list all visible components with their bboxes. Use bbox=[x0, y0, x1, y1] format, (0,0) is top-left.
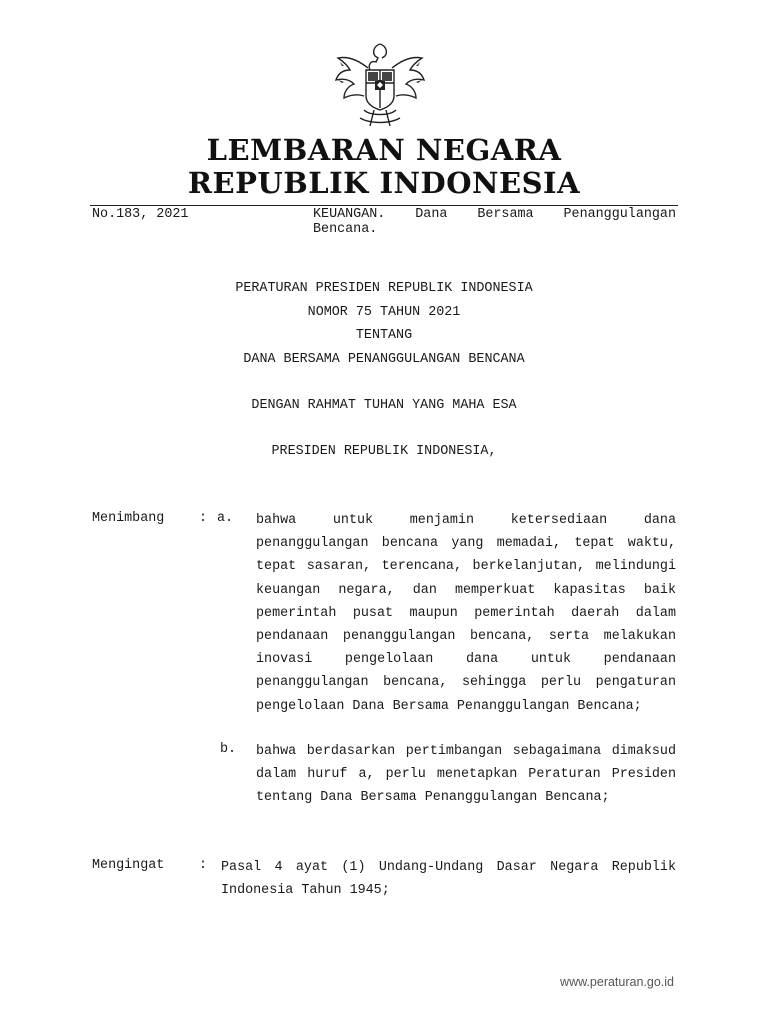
menimbang-marker-a: a. bbox=[217, 511, 234, 526]
mengingat-colon: : bbox=[199, 858, 208, 873]
garuda-emblem-icon bbox=[330, 40, 430, 132]
footer-url: www.peraturan.go.id bbox=[560, 975, 674, 989]
menimbang-label: Menimbang bbox=[92, 511, 165, 526]
regulation-subject: DANA BERSAMA PENANGGULANGAN BENCANA bbox=[243, 352, 525, 367]
menimbang-clause-a: bahwa untuk menjamin ketersediaan dana penanggulangan bencana yang memadai, tepat waktu, tepat sasaran, terencana, berkelanjutan, melindungi keuangan negara, dan memperkuat kapasitas baik pemerintah pusat maupun pemerintah daerah dalam pendanaan penanggulangan bencana, serta melakukan inovasi pengelolaan dana untuk pendanaan penanggulangan bencana, sehingga perlu pengaturan pengelolaan Dana Bersama Penanggulangan Bencana; bbox=[256, 513, 676, 714]
regulation-about: TENTANG bbox=[355, 328, 413, 343]
header-divider bbox=[90, 205, 678, 206]
invocation: DENGAN RAHMAT TUHAN YANG MAHA ESA bbox=[251, 398, 517, 413]
issuer: PRESIDEN REPUBLIK INDONESIA, bbox=[271, 444, 497, 459]
regulation-number: NOMOR 75 TAHUN 2021 bbox=[307, 305, 461, 320]
menimbang-colon: : bbox=[199, 511, 208, 526]
menimbang-clause-b: bahwa berdasarkan pertimbangan sebagaimana dimaksud dalam huruf a, perlu menetapkan Peraturan Presiden tentang Dana Bersama Penanggulangan Bencana; bbox=[256, 744, 676, 806]
gazette-title-line1: LEMBARAN NEGARA bbox=[206, 133, 562, 167]
issue-number: No.183, 2021 bbox=[92, 207, 189, 222]
gazette-subject: KEUANGAN. Dana Bersama Penanggulangan Bencana. bbox=[313, 207, 676, 237]
mengingat-clause: Pasal 4 ayat (1) Undang-Undang Dasar Negara Republik Indonesia Tahun 1945; bbox=[221, 860, 676, 899]
gazette-title-line2: REPUBLIK INDONESIA bbox=[187, 166, 581, 200]
regulation-title: PERATURAN PRESIDEN REPUBLIK INDONESIA bbox=[235, 281, 533, 296]
mengingat-label: Mengingat bbox=[92, 858, 165, 873]
menimbang-marker-b: b. bbox=[220, 742, 237, 757]
